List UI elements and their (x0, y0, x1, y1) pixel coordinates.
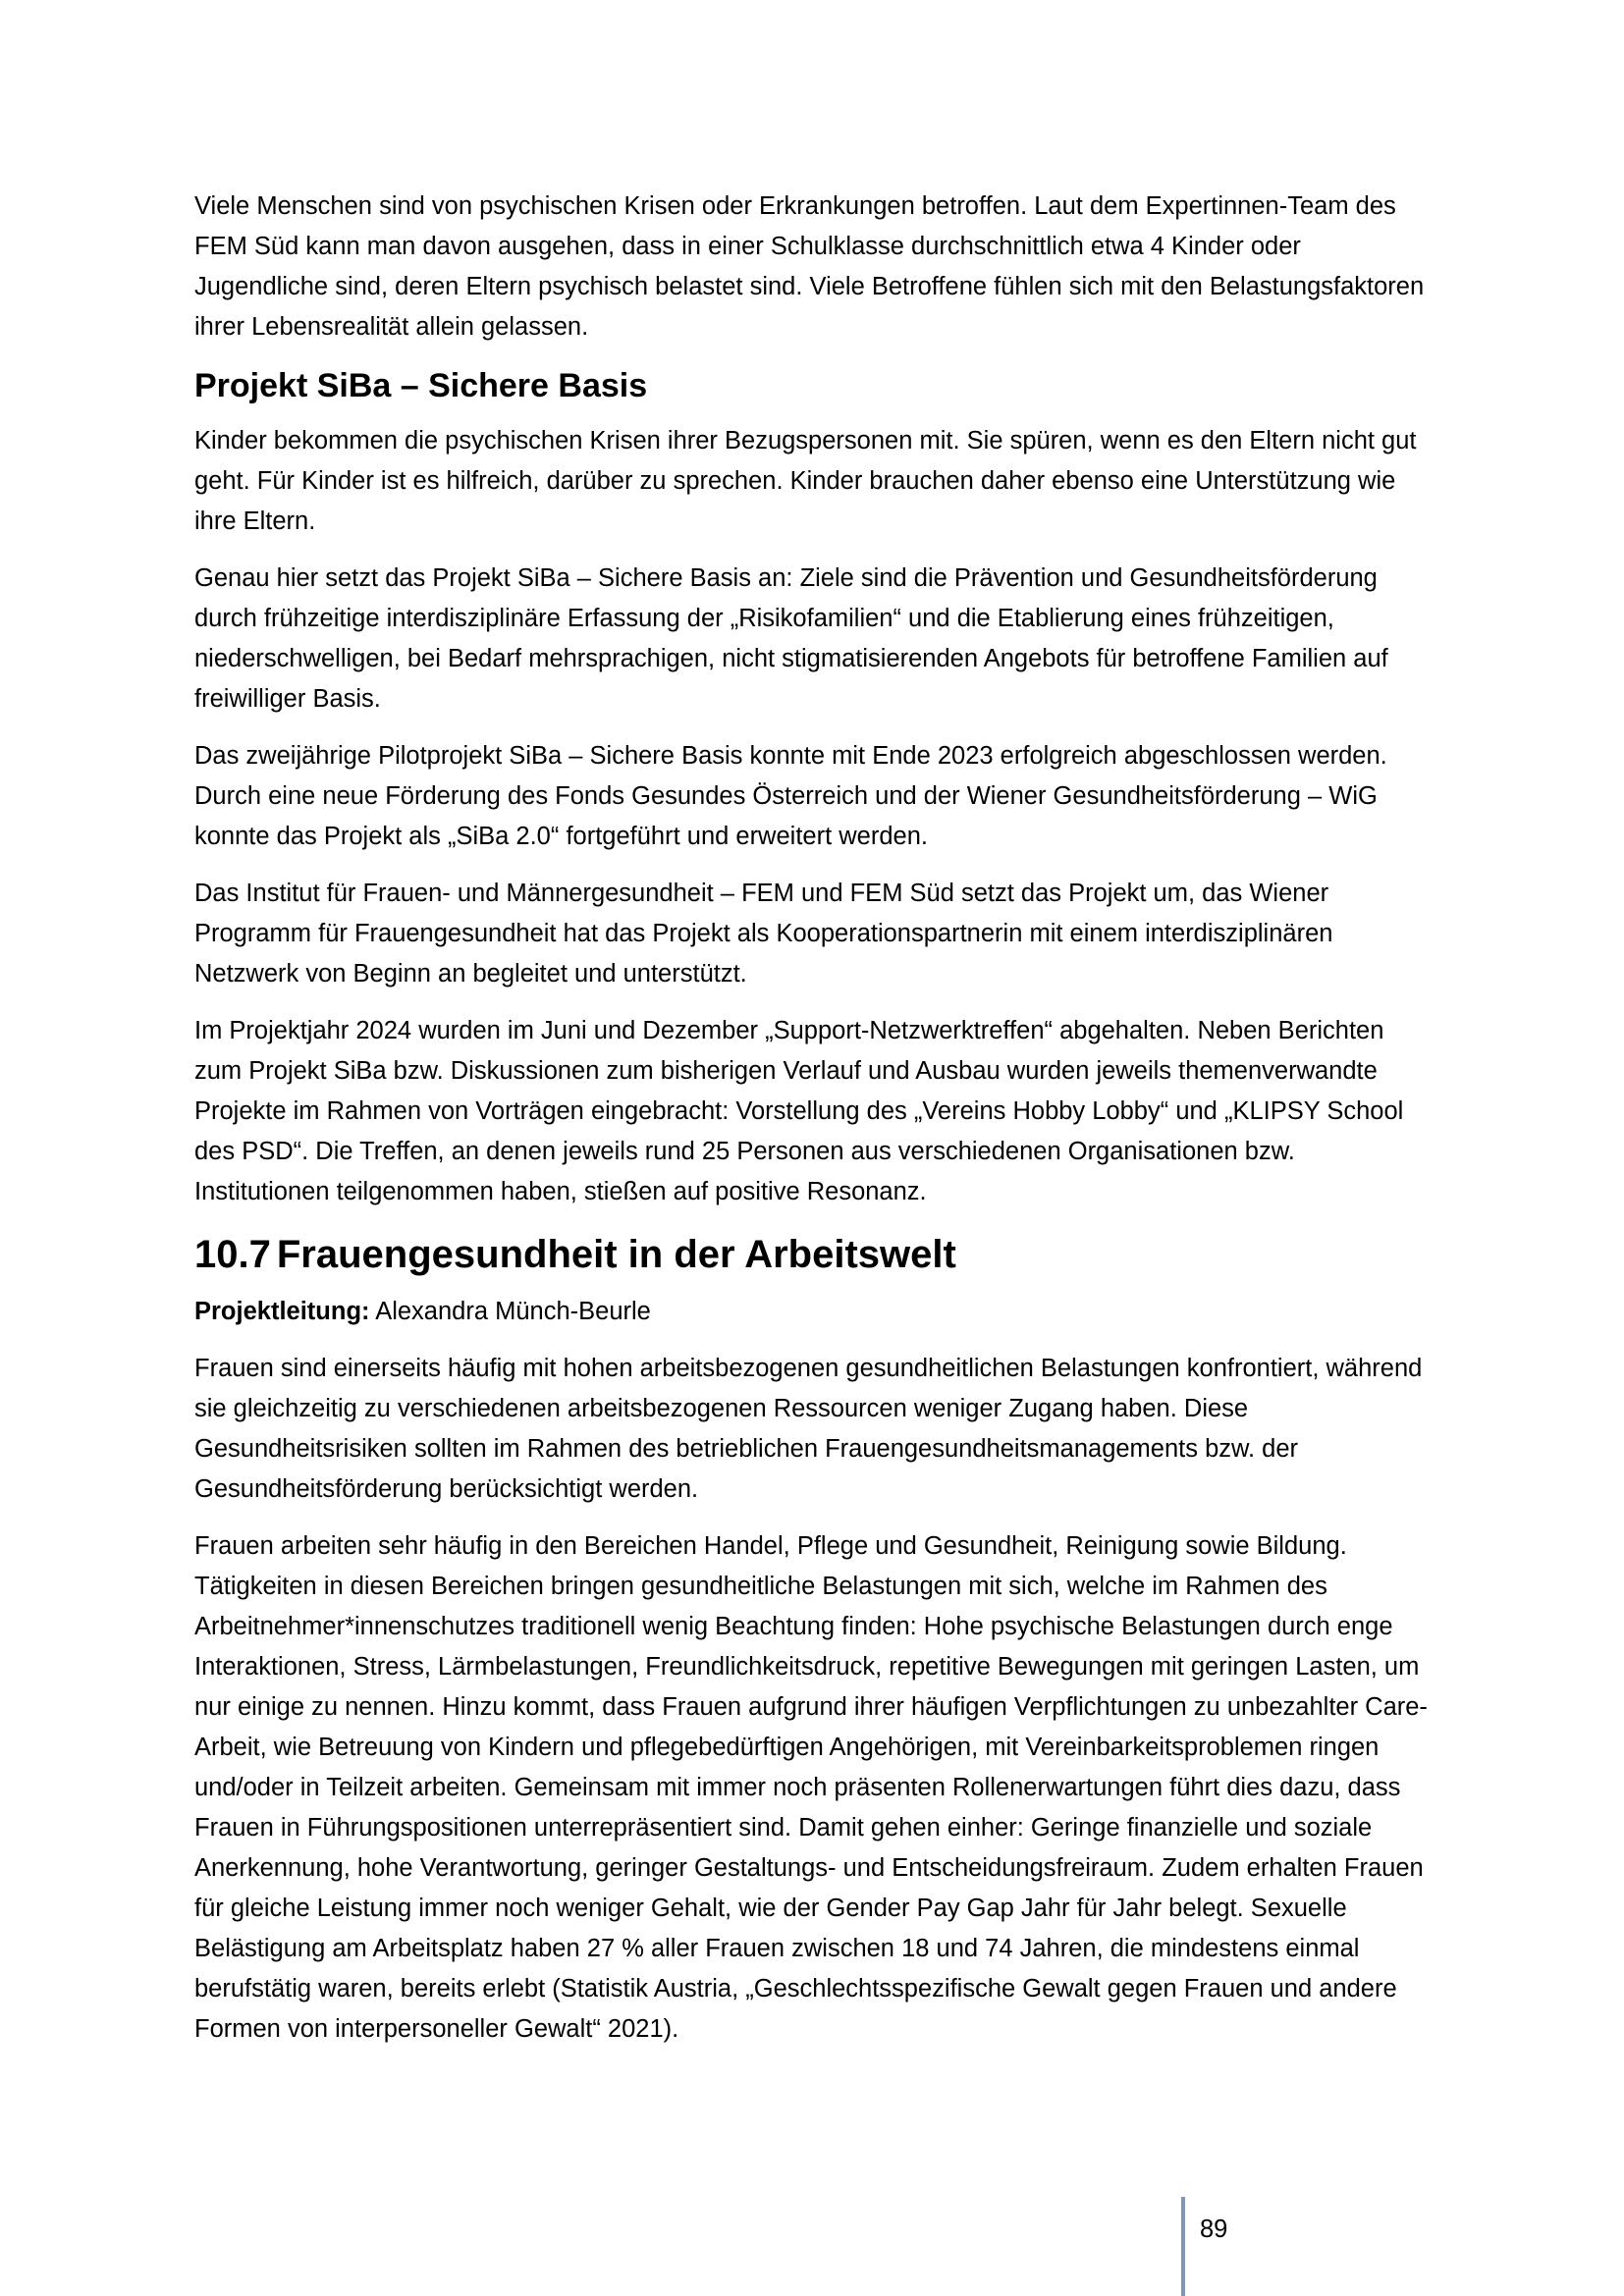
section-heading (194, 1229, 1436, 1280)
project-lead-name: Alexandra Münch-Beurle (375, 1298, 651, 1325)
siba-heading: Projekt SiBa – Sichere Basis (194, 367, 648, 404)
section-title: Frauengesundheit in der Arbeitswelt (276, 1233, 956, 1276)
section-number: 10.7 (194, 1233, 271, 1276)
section-paragraph-2: Frauen arbeiten sehr häufig in den Bereichen Handel, Pflege und Gesundheit, Reinigung sowie Bildung. Tätigkeiten in diesen Bereichen bringen gesundheitliche Belastungen mit sich, welche im Rahmen des Arbeitnehmer*innenschutzes traditionell wenig Beachtung finden: Hohe psychische Belastungen durch enge Interaktionen, Stress, Lärmbelastungen, Freundlichkeitsdruck, repetitive Bewegungen mit geringen Lasten, um nur einige zu nennen. Hinzu kommt, dass Frauen aufgrund ihrer häufigen Verpflichtungen zu unbezahlter Care-Arbeit, wie Betreuung von Kindern und pflegebedürftigen Angehörigen, mit Vereinbarkeitsproblemen ringen und/oder in Teilzeit arbeiten. Gemeinsam mit immer noch präsenten Rollenerwartungen führt dies dazu, dass Frauen in Führungspositionen unterrepräsentiert sind. Damit gehen einher: Geringe finanzielle und soziale Anerkennung, hohe Verantwortung, geringer Gestaltungs- und Entscheidungsfreiraum. Zudem erhalten Frauen für gleiche Leistung immer noch weniger Gehalt, wie der Gender Pay Gap Jahr für Jahr belegt. Sexuelle Belästigung am Arbeitsplatz haben 27 % aller Frauen zwischen 18 und 74 Jahren, die mindestens einmal berufstätig waren, bereits erlebt (Statistik Austria, „Geschlechtsspezifische Gewalt gegen Frauen und andere Formen von interpersoneller Gewalt“ 2021). (194, 1532, 1428, 2043)
siba-paragraph-3: Das zweijährige Pilotprojekt SiBa – Sichere Basis konnte mit Ende 2023 erfolgreich abgeschlossen werden. Durch eine neue Förderung des Fonds Gesundes Österreich und der Wiener Gesundheitsförderung – WiG konnte das Projekt als „SiBa 2.0“ fortgeführt und erweitert werden. (194, 742, 1387, 850)
siba-paragraph-4: Das Institut für Frauen- und Männergesundheit – FEM und FEM Süd setzt das Projekt um, das Wiener Programm für Frauengesundheit hat das Projekt als Kooperationspartnerin mit einem interdisziplinären Netzwerk von Beginn an begleitet und unterstützt. (194, 880, 1333, 988)
project-lead-label: Projektleitung: (194, 1298, 370, 1325)
siba-paragraph-1: Kinder bekommen die psychischen Krisen ihrer Bezugspersonen mit. Sie spüren, wenn es den Eltern nicht gut geht. Für Kinder ist es hilfreich, darüber zu sprechen. Kinder brauchen daher ebenso eine Unterstützung wie ihre Eltern. (194, 427, 1417, 535)
intro-paragraph: Viele Menschen sind von psychischen Krisen oder Erkrankungen betroffen. Laut dem Expertinnen-Team des FEM Süd kann man davon ausgehen, dass in einer Schulklasse durchschnittlich etwa 4 Kinder oder Jugendliche sind, deren Eltern psychisch belastet sind. Viele Betroffene fühlen sich mit den Belastungsfaktoren ihrer Lebensrealität allein gelassen. (194, 192, 1425, 341)
siba-paragraph-5: Im Projektjahr 2024 wurden im Juni und Dezember „Support-Netzwerktreffen“ abgehalten. Neben Berichten zum Projekt SiBa bzw. Diskussionen zum bisherigen Verlauf und Ausbau wurden jeweils themenverwandte Projekte im Rahmen von Vorträgen eingebracht: Vorstellung des „Vereins Hobby Lobby“ und „KLIPSY School des PSD“. Die Treffen, an denen jeweils rund 25 Personen aus verschiedenen Organisationen bzw. Institutionen teilgenommen haben, stießen auf positive Resonanz. (194, 1017, 1404, 1205)
siba-paragraph-2: Genau hier setzt das Projekt SiBa – Sichere Basis an: Ziele sind die Prävention und Gesundheitsförderung durch frühzeitige interdisziplinäre Erfassung der „Risikofamilien“ und die Etablierung eines frühzeitigen, niederschwelligen, bei Bedarf mehrsprachigen, nicht stigmatisierenden Angebots für betroffene Familien auf freiwilliger Basis. (194, 564, 1388, 713)
project-lead (194, 1292, 1436, 1332)
section-paragraph-1: Frauen sind einerseits häufig mit hohen arbeitsbezogenen gesundheitlichen Belastungen konfrontiert, während sie gleichzeitig zu verschiedenen arbeitsbezogenen Ressourcen weniger Zugang haben. Diese Gesundheitsrisiken sollten im Rahmen des betrieblichen Frauengesundheitsmanagements bzw. der Gesundheitsförderung berücksichtigt werden. (194, 1355, 1423, 1503)
footer-rule (1181, 2197, 1185, 2296)
page-content (194, 187, 1436, 2066)
page-number: 89 (1200, 2216, 1228, 2243)
